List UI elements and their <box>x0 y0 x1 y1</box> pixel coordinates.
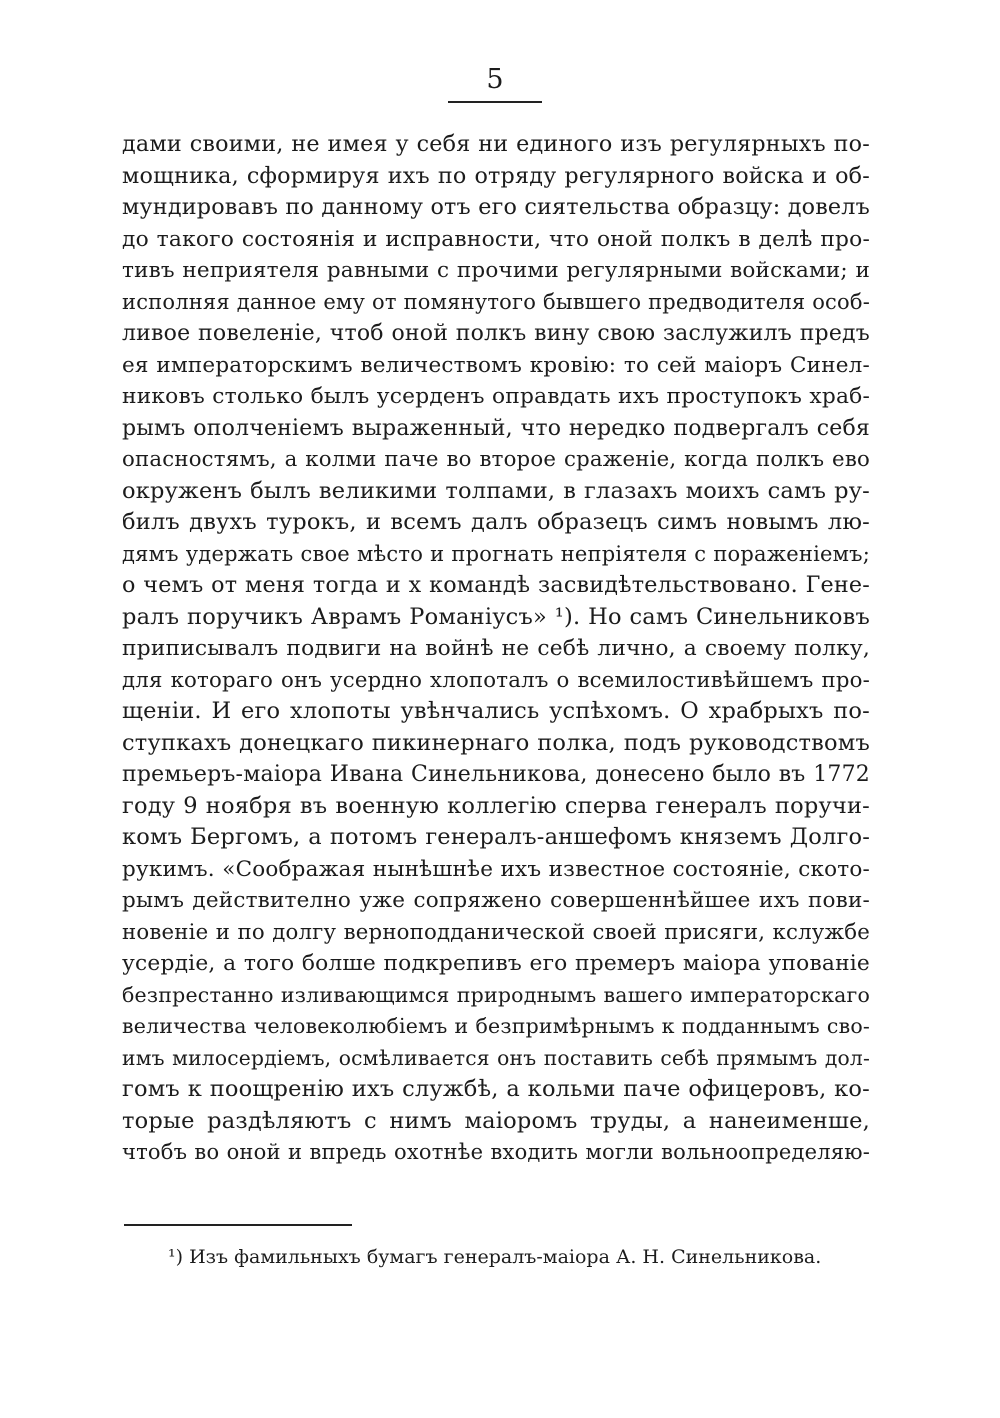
text-line: величества человеколюбіемъ и безпримѣрнымъ к подданнымъ сво- <box>122 1014 870 1038</box>
text-line: мощника, сформируя ихъ по отряду регулярного войска и об- <box>122 162 870 189</box>
text-line: никовъ столько былъ усерденъ оправдать ихъ проступокъ храб- <box>122 384 870 409</box>
text-line: тивъ неприятеля равными с прочими регулярными войсками; и <box>122 258 870 283</box>
text-line: премьеръ-маіора Ивана Синельникова, донесено было въ 1772 <box>122 762 870 787</box>
text-line: рукимъ. «Соображая нынѣшнѣе ихъ известное состояніе, ското- <box>122 856 870 882</box>
page-number: 5 <box>486 64 504 95</box>
text-line: о чемъ от меня тогда и х командѣ засвидѣтельствовано. Гене- <box>122 572 870 598</box>
text-line: до такого состоянія и исправности, что оной полкъ в делѣ про- <box>122 226 870 252</box>
text-line: приписывалъ подвиги на войнѣ не себѣ лично, а своему полку, <box>122 636 870 661</box>
text-line: торые раздѣляютъ с нимъ маіоромъ труды, а нанеименше, <box>122 1107 870 1134</box>
text-line: рымъ действително уже сопряжено совершеннѣйшее ихъ пови- <box>122 888 870 913</box>
text-line: мундировавъ по данному отъ его сиятельства образцу: довелъ <box>122 194 870 220</box>
text-line: опасностямъ, а колми паче во второе сраженіе, когда полкъ ево <box>122 447 870 472</box>
text-line: комъ Бергомъ, а потомъ генералъ-аншефомъ княземъ Долго- <box>122 824 870 850</box>
text-line: ливое повеленіе, чтоб оной полкъ вину свою заслужилъ предъ <box>122 321 870 346</box>
text-line: ралъ поручикъ Аврамъ Романіусъ» ¹). Но самъ Синельниковъ <box>122 603 870 630</box>
text-line: гомъ к поощренію ихъ службѣ, а кольми паче офицеровъ, ко- <box>122 1076 870 1102</box>
text-line: дами своими, не имея у себя ни единого изъ регулярныхъ по- <box>122 131 870 157</box>
text-line: билъ двухъ турокъ, и всемъ далъ образецъ симъ новымъ лю- <box>122 509 870 535</box>
text-line: году 9 ноября въ военную коллегію сперва генералъ поручи- <box>122 792 870 819</box>
footnote-divider <box>124 1224 352 1226</box>
text-line: безпрестанно изливающимся природнымъ вашего императорскаго <box>122 982 870 1007</box>
text-line: имъ милосердіемъ, осмѣливается онъ поставить себѣ прямымъ дол- <box>122 1045 870 1070</box>
text-line: дямъ удержать свое мѣсто и прогнать непріятеля с пораженіемъ; <box>122 541 870 566</box>
text-line: ступкахъ донецкаго пикинернаго полка, подъ руководствомъ <box>122 729 870 756</box>
text-line: новеніе и по долгу верноподданической своей присяги, кслужбе <box>122 919 870 945</box>
footnote: ¹) Изъ фамильныхъ бумагъ генералъ-маіора А. Н. Синельникова. <box>168 1246 822 1268</box>
text-line: исполняя данное ему от помянутого бывшего предводителя особ- <box>122 289 870 314</box>
text-line: рымъ ополченіемъ выраженный, что нередко подвергалъ себя <box>122 415 870 441</box>
text-line: чтобъ во оной и впредь охотнѣе входить могли вольноопределяю- <box>122 1140 870 1164</box>
page-number-underline <box>448 101 542 103</box>
body-text <box>122 129 870 1169</box>
text-line: усердіе, а того болше подкрепивъ его премеръ маіора упованіе <box>122 951 870 976</box>
text-line: щеніи. И его хлопоты увѣнчались успѣхомъ. О храбрыхъ по- <box>122 698 870 724</box>
text-line: для котораго онъ усердно хлопоталъ о всемилостивѣйшемъ про- <box>122 667 870 693</box>
text-line: окруженъ былъ великими толпами, в глазахъ моихъ самъ ру- <box>122 477 870 504</box>
text-line: ея императорскимъ величествомъ кровію: то сей маіоръ Синел- <box>122 352 870 378</box>
